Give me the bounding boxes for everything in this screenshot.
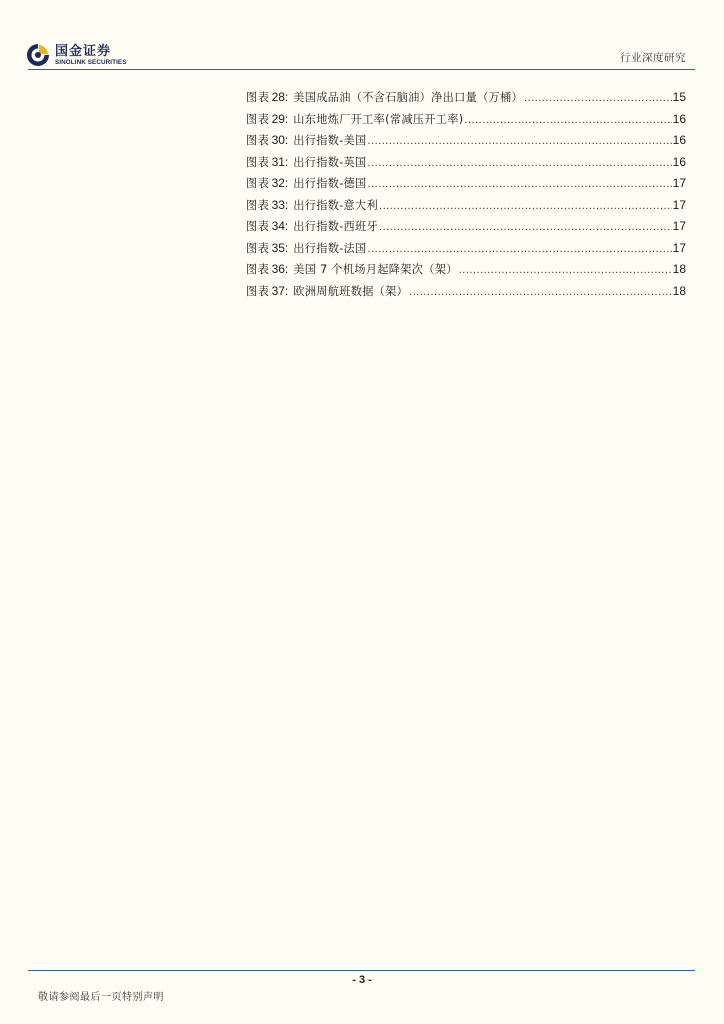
toc-entry[interactable] (246, 195, 686, 217)
toc-entry-number: 33: (271, 197, 289, 212)
toc-entry-title: 出行指数-法国 (293, 241, 367, 255)
toc-entry-page: 16 (672, 133, 686, 147)
toc-leader-dots (409, 282, 671, 304)
toc-entry-number: 32: (271, 176, 289, 190)
toc-entry-title: 美国成品油（不含石脑油）净出口量（万桶） (293, 91, 524, 104)
toc-entry-prefix: 图表 (246, 112, 270, 126)
toc-entry-prefix: 图表 (246, 198, 270, 212)
toc-entry-prefix: 图表 (246, 91, 270, 104)
toc-entry-number: 31: (271, 154, 289, 169)
toc-leader-dots (464, 110, 671, 132)
toc-entry[interactable] (246, 281, 686, 303)
toc-entry-page: 17 (672, 240, 686, 255)
toc-leader-dots (524, 88, 672, 110)
toc-entry-page: 17 (672, 197, 686, 212)
toc-leader-dots (368, 174, 672, 196)
toc-leader-dots (379, 217, 672, 239)
toc-entry-title: 出行指数-德国 (293, 177, 367, 190)
company-logo (26, 40, 127, 70)
toc-entry[interactable] (246, 109, 686, 131)
toc-entry-number: 35: (271, 240, 289, 255)
toc-entry-prefix: 图表 (246, 241, 270, 255)
page-header (0, 0, 724, 72)
header-divider (28, 69, 695, 70)
toc-entry-page: 17 (672, 176, 686, 190)
toc-entry[interactable] (246, 216, 686, 238)
toc-entry-title: 欧洲周航班数据（架） (293, 284, 409, 298)
toc-entry-prefix: 图表 (246, 220, 270, 233)
toc-entry[interactable] (246, 152, 686, 174)
toc-entry-number: 37: (271, 283, 289, 298)
toc-leader-dots (368, 239, 672, 261)
toc-entry-title: 出行指数-西班牙 (293, 220, 379, 233)
toc-leader-dots (459, 260, 672, 282)
disclaimer-note: 敬请参阅最后一页特别声明 (38, 992, 164, 1003)
toc-entry-prefix: 图表 (246, 263, 270, 276)
page-number: - 3 - (352, 974, 372, 986)
toc-entry[interactable] (246, 238, 686, 260)
toc-entry-number: 29: (271, 111, 289, 126)
toc-leader-dots (368, 131, 672, 153)
toc-entry-prefix: 图表 (246, 177, 270, 190)
toc-entry-page: 16 (672, 154, 686, 169)
toc-leader-dots (368, 153, 672, 175)
toc-entry-title: 美国 7 个机场月起降架次（架） (293, 263, 458, 276)
toc-entry-number: 28: (271, 90, 289, 104)
toc-entry[interactable] (246, 130, 686, 152)
logo-english-name: SINOLINK SECURITIES (55, 58, 127, 66)
toc-entry[interactable] (246, 87, 686, 109)
toc-entry-title: 山东地炼厂开工率(常减压开工率) (293, 112, 464, 126)
toc-entry-number: 30: (271, 133, 289, 147)
toc-entry-title: 出行指数-英国 (293, 155, 367, 169)
logo-chinese-name: 国金证券 (55, 43, 112, 59)
toc-entry-title: 出行指数-美国 (293, 134, 367, 147)
toc-entry[interactable] (246, 173, 686, 195)
footer-divider (28, 970, 695, 971)
toc-entry-page: 15 (672, 90, 686, 104)
sinolink-logo-icon (26, 43, 50, 67)
toc-entry-page: 16 (672, 111, 686, 126)
toc-entry-prefix: 图表 (246, 284, 270, 298)
toc-entry-prefix: 图表 (246, 155, 270, 169)
toc-entry-page: 17 (672, 219, 686, 233)
toc-entry-number: 36: (271, 262, 289, 276)
report-type-label: 行业深度研究 (620, 52, 686, 64)
toc-entry-title: 出行指数-意大利 (293, 198, 379, 212)
toc-entry-page: 18 (672, 283, 686, 298)
toc-entry-number: 34: (271, 219, 289, 233)
toc-leader-dots (379, 196, 672, 218)
toc-entry-prefix: 图表 (246, 134, 270, 147)
table-of-figures (246, 87, 686, 302)
toc-entry[interactable] (246, 259, 686, 281)
toc-entry-page: 18 (672, 262, 686, 276)
